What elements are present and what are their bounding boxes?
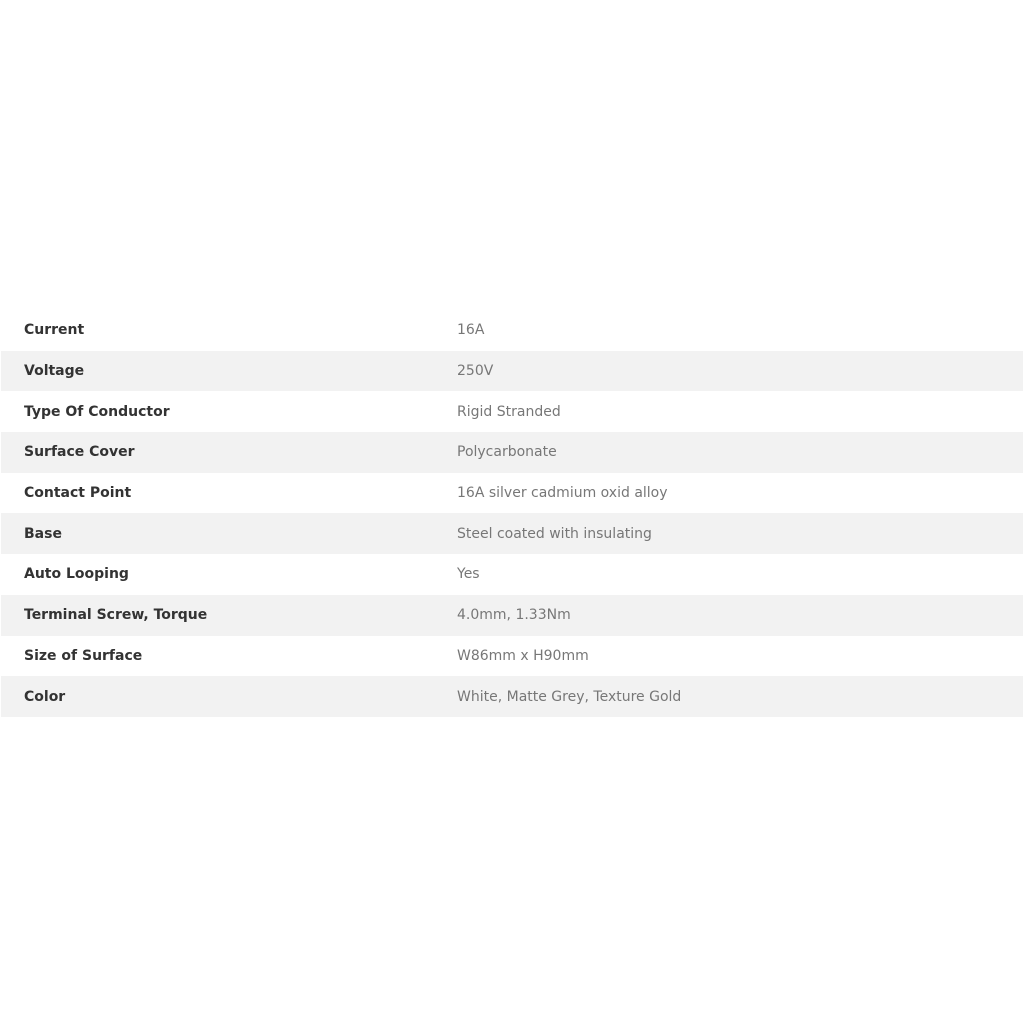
spec-label: Auto Looping — [24, 566, 129, 583]
spec-value: 16A — [457, 322, 485, 339]
spec-label: Surface Cover — [24, 444, 135, 461]
spec-row-voltage — [1, 351, 1023, 392]
spec-row-type-of-conductor — [1, 391, 1023, 432]
spec-value: Yes — [457, 566, 480, 583]
spec-value: Rigid Stranded — [457, 403, 561, 420]
spec-value: 4.0mm, 1.33Nm — [457, 607, 571, 624]
spec-label: Base — [24, 525, 62, 542]
spec-value: Polycarbonate — [457, 444, 557, 461]
spec-label: Voltage — [24, 363, 85, 380]
spec-row-color — [1, 676, 1023, 717]
spec-value: 16A silver cadmium oxid alloy — [457, 485, 668, 502]
spec-value: 250V — [457, 363, 494, 380]
spec-row-surface-cover — [1, 432, 1023, 473]
spec-row-current — [1, 310, 1023, 351]
spec-label: Current — [24, 322, 85, 339]
spec-label: Size of Surface — [24, 647, 143, 664]
spec-row-size-of-surface — [1, 636, 1023, 677]
spec-label: Contact Point — [24, 485, 132, 502]
spec-row-base — [1, 513, 1023, 554]
spec-label: Terminal Screw, Torque — [24, 607, 208, 624]
spec-row-terminal-screw-torque — [1, 595, 1023, 636]
spec-row-contact-point — [1, 473, 1023, 514]
spec-label: Color — [24, 688, 66, 705]
spec-label: Type Of Conductor — [24, 403, 170, 420]
spec-row-auto-looping — [1, 554, 1023, 595]
spec-value: W86mm x H90mm — [457, 647, 589, 664]
spec-value: White, Matte Grey, Texture Gold — [457, 688, 682, 705]
spec-value: Steel coated with insulating — [457, 525, 652, 542]
specifications-table — [1, 310, 1023, 717]
